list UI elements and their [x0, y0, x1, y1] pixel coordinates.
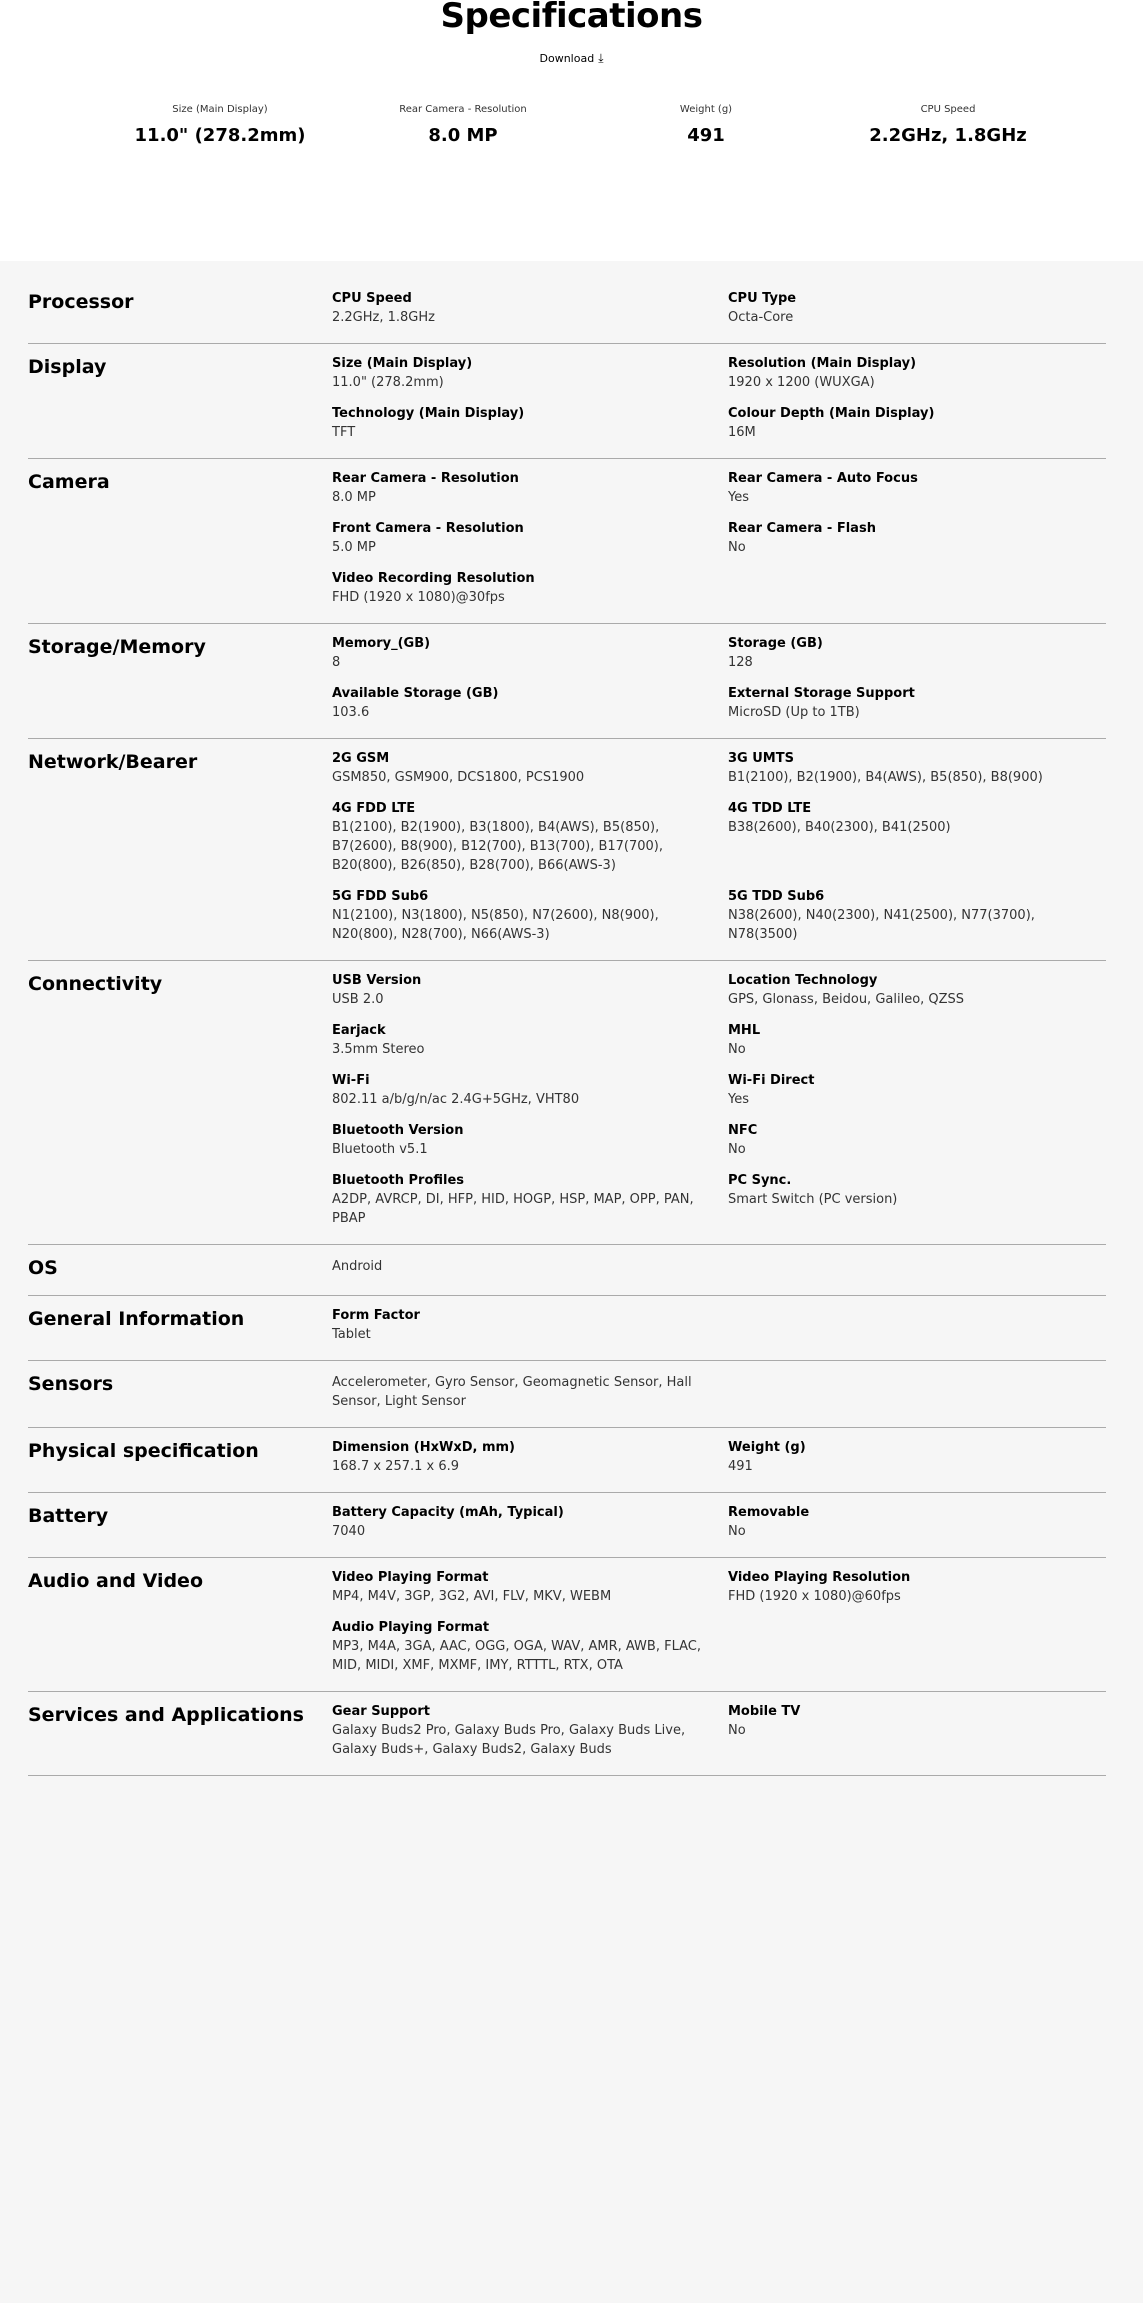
spec-section [28, 1245, 1106, 1296]
key-spec [100, 104, 340, 146]
section-text: Android [332, 1259, 383, 1274]
spec-value: MP3, M4A, 3GA, AAC, OGG, OGA, WAV, AMR, AWB, FLAC, MID, MIDI, XMF, MXMF, IMY, RTTTL, RTX, OTA [332, 1639, 701, 1673]
spec-value: Bluetooth v5.1 [332, 1142, 428, 1157]
spec-item [728, 1503, 1106, 1541]
spec-value: No [728, 1524, 746, 1539]
spec-label: CPU Type [728, 291, 797, 306]
spec-value: 16M [728, 425, 756, 440]
spec-label: Rear Camera - Resolution [332, 471, 519, 486]
spec-value: GSM850, GSM900, DCS1800, PCS1900 [332, 770, 585, 785]
section-title: OS [28, 1257, 58, 1279]
download-label: Download [539, 52, 595, 65]
spec-section [28, 344, 1106, 459]
spec-value: 2.2GHz, 1.8GHz [332, 310, 435, 325]
spec-item [332, 1071, 728, 1109]
spec-section [28, 624, 1106, 739]
spec-item [728, 684, 1106, 722]
spec-value: No [728, 540, 746, 555]
spec-label: MHL [728, 1023, 761, 1038]
spec-item [728, 799, 1106, 875]
spec-value: 11.0" (278.2mm) [332, 375, 444, 390]
spec-grid [332, 749, 1106, 944]
spec-value: No [728, 1142, 746, 1157]
spec-section [28, 961, 1106, 1245]
spec-section [28, 1296, 1106, 1361]
section-title: Camera [28, 471, 110, 493]
spec-label: Storage (GB) [728, 636, 823, 651]
spec-grid [332, 1503, 1106, 1541]
spec-value: Tablet [332, 1327, 371, 1342]
spec-section [28, 1361, 1106, 1428]
spec-item [332, 1618, 728, 1675]
spec-label: Size (Main Display) [332, 356, 473, 371]
spec-item [332, 1503, 728, 1541]
spec-item [332, 569, 728, 607]
spec-item [332, 404, 728, 442]
spec-label: External Storage Support [728, 686, 915, 701]
key-spec-value: 491 [687, 125, 725, 146]
spec-section [28, 459, 1106, 624]
spec-value: A2DP, AVRCP, DI, HFP, HID, HOGP, HSP, MAP, OPP, PAN, PBAP [332, 1192, 694, 1226]
spec-section [28, 1493, 1106, 1558]
key-spec-label: Rear Camera - Resolution [399, 104, 527, 115]
section-title: General Information [28, 1308, 245, 1330]
spec-label: Dimension (HxWxD, mm) [332, 1440, 515, 1455]
key-spec-label: CPU Speed [920, 104, 976, 115]
key-spec-label: Weight (g) [679, 104, 733, 115]
spec-value: 802.11 a/b/g/n/ac 2.4G+5GHz, VHT80 [332, 1092, 580, 1107]
spec-item [728, 1568, 1106, 1606]
spec-item [728, 519, 1106, 557]
section-title: Battery [28, 1505, 109, 1527]
spec-value: B38(2600), B40(2300), B41(2500) [728, 820, 951, 835]
spec-label: Rear Camera - Flash [728, 521, 876, 536]
spec-label: CPU Speed [332, 291, 412, 306]
section-title: Sensors [28, 1373, 114, 1395]
spec-value: MicroSD (Up to 1TB) [728, 705, 860, 720]
section-text: Accelerometer, Gyro Sensor, Geomagnetic Sensor, Hall Sensor, Light Sensor [332, 1375, 692, 1409]
spec-value: Octa-Core [728, 310, 794, 325]
spec-label: Technology (Main Display) [332, 406, 525, 421]
spec-value: No [728, 1723, 746, 1738]
spec-label: NFC [728, 1123, 758, 1138]
spec-value: Yes [728, 490, 749, 505]
page-title: Specifications [440, 0, 703, 36]
spec-label: Wi-Fi [332, 1073, 370, 1088]
spec-label: Gear Support [332, 1704, 430, 1719]
spec-label: Location Technology [728, 973, 878, 988]
spec-item [332, 1121, 728, 1159]
spec-item [332, 1702, 728, 1759]
spec-item [332, 519, 728, 557]
spec-item [728, 354, 1106, 392]
spec-item [728, 1021, 1106, 1059]
spec-item [728, 1438, 1106, 1476]
spec-item [728, 887, 1106, 944]
spec-item [728, 289, 1106, 327]
spec-label: 4G FDD LTE [332, 801, 416, 816]
section-title: Display [28, 356, 107, 378]
spec-value: B1(2100), B2(1900), B3(1800), B4(AWS), B5(850), B7(2600), B8(900), B12(700), B13(700), B17(700), B20(800), B26(850), B28(700), B66(AWS-3) [332, 820, 664, 873]
section-title: Services and Applications [28, 1704, 304, 1726]
section-title: Audio and Video [28, 1570, 203, 1592]
spec-label: Form Factor [332, 1308, 420, 1323]
section-title: Processor [28, 291, 134, 313]
spec-item [332, 749, 728, 787]
spec-grid [332, 289, 1106, 327]
spec-item [728, 469, 1106, 507]
spec-value: 8 [332, 655, 341, 670]
spec-label: Audio Playing Format [332, 1620, 490, 1635]
spec-label: 3G UMTS [728, 751, 794, 766]
spec-value: 1920 x 1200 (WUXGA) [728, 375, 875, 390]
spec-label: Battery Capacity (mAh, Typical) [332, 1505, 564, 1520]
spec-value: USB 2.0 [332, 992, 384, 1007]
spec-item [332, 1438, 728, 1476]
spec-label: Mobile TV [728, 1704, 801, 1719]
spec-item [332, 1171, 728, 1228]
spec-value: TFT [332, 425, 356, 440]
spec-section [28, 739, 1106, 961]
spec-value: FHD (1920 x 1080)@60fps [728, 1589, 901, 1604]
key-spec-label: Size (Main Display) [172, 104, 268, 115]
spec-item [332, 469, 728, 507]
spec-value: N38(2600), N40(2300), N41(2500), N77(3700), N78(3500) [728, 908, 1035, 942]
spec-value: MP4, M4V, 3GP, 3G2, AVI, FLV, MKV, WEBM [332, 1589, 612, 1604]
spec-value: 8.0 MP [332, 490, 376, 505]
spec-label: Colour Depth (Main Display) [728, 406, 935, 421]
spec-item [728, 404, 1106, 442]
key-spec [828, 104, 1068, 146]
spec-label: PC Sync. [728, 1173, 792, 1188]
spec-value: No [728, 1042, 746, 1057]
spec-value: Smart Switch (PC version) [728, 1192, 898, 1207]
spec-item [728, 1071, 1106, 1109]
spec-label: Resolution (Main Display) [728, 356, 917, 371]
spec-item [332, 971, 728, 1009]
spec-label: USB Version [332, 973, 422, 988]
spec-grid [332, 469, 1106, 607]
key-spec-value: 2.2GHz, 1.8GHz [869, 125, 1027, 146]
spec-item [332, 887, 728, 944]
spec-label: Bluetooth Profiles [332, 1173, 465, 1188]
key-spec-value: 11.0" (278.2mm) [134, 125, 306, 146]
spec-value: 3.5mm Stereo [332, 1042, 425, 1057]
spec-label: Video Recording Resolution [332, 571, 535, 586]
spec-label: Video Playing Resolution [728, 1570, 911, 1585]
spec-value: 103.6 [332, 705, 370, 720]
spec-sections [0, 261, 1143, 2303]
key-spec [586, 104, 826, 146]
download-icon: ⤓ [598, 51, 604, 65]
spec-item [332, 634, 728, 672]
spec-value: 5.0 MP [332, 540, 376, 555]
spec-label: Available Storage (GB) [332, 686, 499, 701]
spec-item [332, 1568, 728, 1606]
spec-grid [332, 354, 1106, 442]
spec-grid [332, 1702, 1106, 1759]
spec-section [28, 279, 1106, 344]
section-title: Storage/Memory [28, 636, 206, 658]
section-title: Network/Bearer [28, 751, 198, 773]
spec-grid [332, 1438, 1106, 1476]
key-spec-value: 8.0 MP [428, 125, 498, 146]
spec-label: Bluetooth Version [332, 1123, 464, 1138]
section-title: Physical specification [28, 1440, 259, 1462]
spec-item [332, 799, 728, 875]
spec-item [332, 1021, 728, 1059]
spec-value: Yes [728, 1092, 749, 1107]
spec-label: Earjack [332, 1023, 386, 1038]
spec-label: Wi-Fi Direct [728, 1073, 815, 1088]
spec-label: 2G GSM [332, 751, 390, 766]
spec-item [332, 684, 728, 722]
key-spec [343, 104, 583, 146]
spec-label: 4G TDD LTE [728, 801, 812, 816]
download-button[interactable] [0, 51, 1143, 66]
spec-value: 491 [728, 1459, 753, 1474]
spec-label: Weight (g) [728, 1440, 806, 1455]
spec-grid [332, 971, 1106, 1228]
spec-value: N1(2100), N3(1800), N5(850), N7(2600), N8(900), N20(800), N28(700), N66(AWS-3) [332, 908, 659, 942]
specs-header [0, 0, 1143, 261]
spec-value: GPS, Glonass, Beidou, Galileo, QZSS [728, 992, 965, 1007]
spec-value: Galaxy Buds2 Pro, Galaxy Buds Pro, Galaxy Buds Live, Galaxy Buds+, Galaxy Buds2, Galaxy Buds [332, 1723, 686, 1757]
spec-grid [332, 1568, 1106, 1675]
spec-item [332, 1306, 728, 1344]
spec-label: 5G TDD Sub6 [728, 889, 825, 904]
section-title: Connectivity [28, 973, 163, 995]
spec-item [332, 354, 728, 392]
spec-label: Video Playing Format [332, 1570, 489, 1585]
spec-value: FHD (1920 x 1080)@30fps [332, 590, 505, 605]
spec-label: 5G FDD Sub6 [332, 889, 429, 904]
spec-section [28, 1692, 1106, 1776]
spec-value: 128 [728, 655, 753, 670]
spec-item [728, 1171, 1106, 1228]
spec-grid [332, 634, 1106, 722]
spec-item [728, 1121, 1106, 1159]
spec-label: Rear Camera - Auto Focus [728, 471, 918, 486]
spec-section [28, 1428, 1106, 1493]
spec-value: 7040 [332, 1524, 366, 1539]
spec-item [728, 971, 1106, 1009]
spec-label: Memory_(GB) [332, 636, 431, 651]
spec-grid [332, 1306, 1106, 1344]
spec-item [728, 634, 1106, 672]
spec-label: Front Camera - Resolution [332, 521, 524, 536]
spec-value: B1(2100), B2(1900), B4(AWS), B5(850), B8(900) [728, 770, 1043, 785]
spec-item [728, 1702, 1106, 1759]
spec-value: 168.7 x 257.1 x 6.9 [332, 1459, 460, 1474]
spec-item [728, 749, 1106, 787]
spec-label: Removable [728, 1505, 810, 1520]
spec-section [28, 1558, 1106, 1692]
spec-item [332, 289, 728, 327]
